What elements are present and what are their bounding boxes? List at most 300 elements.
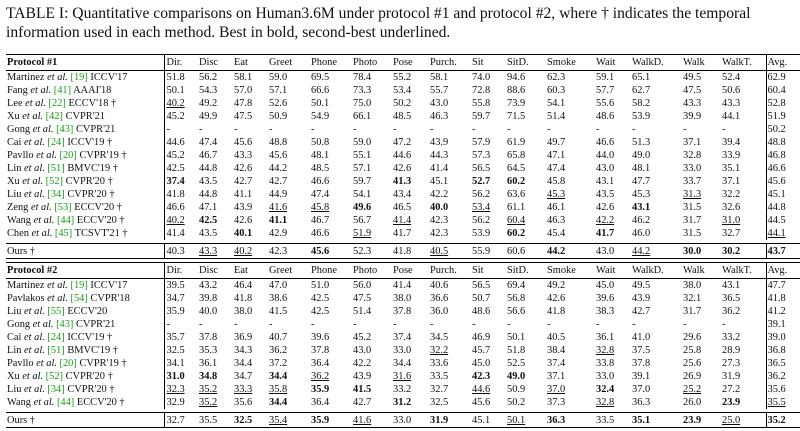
method-row [6,162,800,175]
method-row [6,383,800,396]
table-cell: 50.1 [507,332,526,343]
table-cell: 55.8 [472,98,491,109]
et-al: et al. [32,319,57,330]
method-row [6,175,800,188]
et-al: et al. [24,384,48,395]
table-cell-value: 35.2 [199,384,218,395]
table-cell: 47.5 [683,85,702,96]
table-cell: 69.5 [310,71,352,85]
table-cell: 39.1 [766,318,800,331]
table-cell-value: 41.1 [269,215,288,226]
table-cell-value: 40.0 [430,202,449,213]
table-cell: 47.2 [393,137,412,148]
table-cell: 43.0 [596,163,615,174]
method-row [6,188,800,201]
et-al: et al. [24,189,48,200]
table-cell: 31.5 [683,228,702,239]
protocol-label: Protocol #1 [6,55,164,71]
table-cell: 46.6 [596,137,615,148]
table-cell: 50.9 [507,384,526,395]
column-header: Dir. [164,263,198,279]
table-cell [198,244,233,259]
table-cell: - [430,124,434,135]
column-header: Wait [595,55,631,71]
table-cell: 44.8 [766,201,800,214]
table-cell-value: 44.1 [767,228,786,239]
table-cell: 47.1 [547,150,566,161]
table-cell: 46.3 [430,111,449,122]
table-cell: 48.1 [632,163,651,174]
table-cell: - [353,124,357,135]
table-cell: 69.4 [506,279,546,293]
table-cell: 43.0 [353,345,372,356]
citation-ref: [52] [45,176,63,187]
citation-ref: [24] [47,137,65,148]
table-cell: 36.1 [596,332,615,343]
table-cell: 43.4 [393,189,412,200]
method-row [6,201,800,214]
et-al: et al. [33,215,57,226]
table-cell [721,214,766,227]
table-cell: 50.9 [269,111,288,122]
citation-ref: [51] [47,163,65,174]
ours-row [6,413,800,428]
table-cell: - [269,124,273,135]
table-cell: 53.4 [393,85,412,96]
table-cell: 50.2 [507,397,526,408]
table-cell: 45.6 [234,137,253,148]
table-cell: 37.5 [632,345,651,356]
table-cell: 48.6 [596,111,615,122]
method-name: Cai et al. [24] ICCV'19 † [7,137,113,148]
table-cell-value: 40.1 [234,228,253,239]
table-cell: 64.5 [507,163,526,174]
citation-ref: [43] [56,124,74,135]
method-name: Lin et al. [51] BMVC'19 † [7,345,118,356]
table-cell: 50.1 [164,84,198,97]
table-cell: 42.6 [547,293,566,304]
table-cell: 33.5 [430,371,449,382]
table-cell: 48.6 [472,306,491,317]
table-cell: 31.7 [683,215,702,226]
protocol-label: Protocol #2 [6,263,164,279]
table-cell [546,413,595,428]
table-cell: 39.0 [766,331,800,344]
table-cell: 33.2 [722,332,741,343]
table-cell [595,214,631,227]
table-cell-value: 32.8 [596,397,615,408]
table-cell: 58.1 [429,71,471,85]
table-cell: 36.0 [430,306,449,317]
table-cell-value: 45.6 [311,245,330,257]
table-cell: - [507,124,511,135]
table-cell: 60.4 [766,84,800,97]
table-cell-value: 60.2 [507,228,526,239]
table-cell [429,344,471,357]
table-cell: 72.8 [472,85,491,96]
table-cell: 45.2 [164,110,198,123]
column-header: Dir. [164,55,198,71]
table-cell: 38.6 [269,293,288,304]
method-name: Liu et al. [34] CVPR'20 † [7,189,115,200]
table-cell: 37.0 [632,384,651,395]
table-cell [352,413,392,428]
method-row [6,305,800,318]
table-cell: 52.8 [766,97,800,110]
table-cell: 52.4 [721,71,766,85]
table-cell: 38.0 [393,293,412,304]
table-cell-value: 43.3 [199,245,218,257]
table-cell: 44.6 [393,150,412,161]
table-cell-value: 35.2 [199,397,218,408]
table-cell: - [234,319,238,330]
table-cell: 27.2 [722,384,741,395]
table-cell: 58.2 [632,98,651,109]
et-al: et al. [24,137,48,148]
table-cell [310,201,352,214]
citation-ref: [41] [53,85,72,96]
table-cell: 46.6 [311,228,330,239]
citation-ref: [34] [47,384,65,395]
table-cell-value: 35.4 [269,414,288,426]
table-cell: - [311,319,315,330]
table-cell: 56.6 [507,306,526,317]
citation-ref: [34] [47,189,65,200]
table-cell: 43.3 [722,98,741,109]
table-cell [682,413,721,428]
table-cell [392,396,429,409]
table-cell: 56.2 [198,71,233,85]
method-name: Pavllo et al. [20] CVPR'19 † [7,358,127,369]
method-row [6,227,800,240]
table-cell: 49.0 [632,150,651,161]
table-cell: 44.8 [199,189,218,200]
table-cell: 47.7 [766,279,800,293]
table-cell-value: 42.2 [596,215,615,226]
table-cell: 40.3 [164,244,198,259]
table-cell: 51.3 [632,137,651,148]
table-cell-value: 40.2 [166,215,185,226]
method-row [6,84,800,97]
table-cell: 54.1 [547,98,566,109]
table-cell: 26.0 [683,397,702,408]
table-cell: 47.4 [311,189,330,200]
column-header: Smoke [546,263,595,279]
table-cell: 55.2 [392,71,429,85]
table-cell: 42.3 [430,215,449,226]
citation-ref: [51] [47,345,65,356]
table-cell: 44.6 [164,136,198,149]
table-cell: 46.6 [311,176,330,187]
table-cell: 42.2 [430,189,449,200]
table-cell: 48.5 [393,111,412,122]
table-cell: 25.6 [683,358,702,369]
table-cell [506,370,546,383]
table-cell: 37.4 [547,358,566,369]
table-cell: 36.5 [722,293,741,304]
table-cell-value: 40.2 [234,245,253,257]
table-cell: 36.5 [766,357,800,370]
method-name: Martinez et al. [19] ICCV'17 [6,71,164,85]
table-cell: 41.8 [392,244,429,259]
table-cell-value: 31.2 [393,397,412,408]
table-cell: 45.1 [471,413,506,428]
table-cell: - [353,319,357,330]
table-cell: 36.3 [632,397,651,408]
column-header: Purch. [429,55,471,71]
table-cell [506,413,546,428]
table-cell: - [199,124,203,135]
table-cell: 42.6 [596,202,615,213]
table-cell: 36.8 [766,344,800,357]
table-cell: 45.1 [766,188,800,201]
method-row [6,136,800,149]
table-cell: 60.6 [506,244,546,259]
table-cell: 32.7 [722,228,741,239]
table-cell: 51.4 [547,111,566,122]
table-cell: 78.4 [352,71,392,85]
table-cell [506,227,546,240]
table-cell [310,383,352,396]
table-cell [471,175,506,188]
et-al: et al. [30,85,54,96]
citation-ref: [44] [56,397,75,408]
table-cell: 55.7 [430,85,449,96]
table-cell [631,201,682,214]
table-cell: 46.5 [393,202,412,213]
table-cell: 47.1 [199,202,218,213]
table-cell: 45.4 [547,228,566,239]
table-cell: 27.3 [722,358,741,369]
table-cell: 54.3 [199,85,218,96]
column-header: Pose [392,263,429,279]
table-cell: 35.6 [766,383,800,396]
table-cell-value: 32.5 [234,414,253,426]
results-table [6,54,800,428]
table-cell: - [596,124,600,135]
table-cell: 34.5 [430,332,449,343]
table-cell: 59.0 [268,71,310,85]
table-cell: 47.4 [199,137,218,148]
table-cell: 37.1 [683,137,702,148]
table-cell: 33.9 [722,150,741,161]
table-cell [546,244,595,259]
column-header: Walk [682,263,721,279]
table-cell: 36.2 [722,306,741,317]
method-name: Cai et al. [24] ICCV'19 † [7,332,113,343]
table-cell: 50.6 [722,85,741,96]
column-header: Avg. [766,263,800,279]
table-cell: 56.2 [472,215,491,226]
table-cell: - [393,124,397,135]
table-cell: 51.9 [766,110,800,123]
method-name: Wang et al. [44] ECCV'20 † [7,397,125,408]
et-al: et al. [36,150,60,161]
table-cell: 31.5 [683,202,702,213]
table-cell: 46.8 [766,149,800,162]
protocol-header-row [6,55,800,71]
protocol-header-row [6,263,800,279]
column-header: WalkD. [631,55,682,71]
method-name: Wang et al. [44] ECCV'20 † [7,215,125,226]
table-cell: 35.9 [164,305,198,318]
table-cell: 37.1 [722,176,741,187]
table-cell: 42.5 [311,306,330,317]
table-cell: 34.3 [234,345,253,356]
column-header: WalkT. [721,263,766,279]
table-cell-value: 43.7 [767,245,786,257]
table-cell: 57.9 [472,137,491,148]
table-cell: 56.5 [471,279,506,293]
table-cell: 34.1 [164,357,198,370]
table-cell-value: 23.9 [722,397,741,408]
table-cell: 47.8 [234,98,253,109]
table-cell: 35.5 [198,413,233,428]
table-cell: 55.9 [471,244,506,259]
table-cell: - [311,124,315,135]
citation-ref: [22] [48,98,66,109]
table-cell: 49.9 [199,111,218,122]
table-cell: - [547,319,551,330]
table-cell: 34.4 [393,358,412,369]
table-cell: 50.2 [393,98,412,109]
table-cell: 32.2 [722,189,741,200]
table-cell-value: 43.1 [632,202,651,213]
table-cell: 45.6 [269,150,288,161]
table-cell: 40.5 [547,332,566,343]
table-cell [198,396,233,409]
citation-ref: [55] [47,306,65,317]
table-cell: 57.3 [472,150,491,161]
table-cell: 56.8 [507,293,526,304]
table-cell: - [547,124,551,135]
table-cell: 44.2 [269,163,288,174]
table-cell: 33.5 [595,413,631,428]
table-cell: 32.6 [722,202,741,213]
table-cell: 45.2 [353,332,372,343]
table-cell: 73.3 [353,85,372,96]
table-cell: 44.3 [430,150,449,161]
table-cell-value: 35.1 [632,414,651,426]
table-cell-value: 33.3 [234,384,253,395]
table-cell: 26.9 [683,371,702,382]
table-cell: 46.6 [164,201,198,214]
table-cell: 62.3 [546,71,595,85]
table-cell: - [269,319,273,330]
table-cell: 36.4 [311,397,330,408]
table-cell: 42.6 [234,163,253,174]
table-cell: 52.6 [269,98,288,109]
et-al: et al. [47,72,71,83]
table-cell: 55.6 [596,98,615,109]
table-cell-value: 44.6 [472,384,491,395]
table-cell: 50.1 [311,98,330,109]
table-cell: 44.1 [722,111,741,122]
table-cell-value: 49.0 [507,371,526,382]
table-cell: 41.4 [164,227,198,240]
column-header: Pose [392,55,429,71]
table-cell: 33.8 [596,358,615,369]
table-cell: 57.7 [596,85,615,96]
method-name: Pavlakos et al. [54] CVPR'18 [7,293,130,304]
table-cell: 63.6 [507,189,526,200]
table-cell: 45.3 [632,189,651,200]
et-al: et al. [36,358,60,369]
column-header: Phone [310,55,352,71]
table-cell: 54.1 [353,189,372,200]
column-header: Smoke [546,55,595,71]
column-header: Avg. [766,55,800,71]
table-cell: 61.1 [507,202,526,213]
citation-ref: [52] [45,371,63,382]
column-header: Eat [233,55,268,71]
table-cell: 46.4 [233,279,268,293]
table-cell: 43.5 [199,228,218,239]
table-cell: 74.0 [471,71,506,85]
et-al: et al. [22,371,46,382]
table-cell-value: 31.3 [683,189,702,200]
table-cell: 57.0 [234,85,253,96]
table-cell: 32.7 [164,413,198,428]
method-row [6,123,800,136]
table-cell: 39.6 [311,332,330,343]
table-cell-value: 34.8 [199,371,218,382]
table-cell: 46.7 [311,215,330,226]
method-row [6,110,800,123]
table-cell: 31.9 [722,371,741,382]
table-cell: 41.2 [766,305,800,318]
table-cell: 39.6 [596,293,615,304]
table-cell: 62.7 [632,85,651,96]
table-cell: - [472,319,476,330]
table-cell: - [164,123,198,136]
table-cell: 44.5 [766,214,800,227]
method-name: Liu et al. [34] CVPR'20 † [7,384,115,395]
table-cell: 25.8 [683,345,702,356]
table-cell: 53.9 [472,228,491,239]
table-cell: 50.7 [472,293,491,304]
table-cell-value: 50.1 [507,414,526,426]
et-al: et al. [47,280,71,291]
table-cell: 46.6 [766,162,800,175]
table-cell: 32.7 [430,384,449,395]
table-cell: 33.0 [393,345,412,356]
table-cell-value: 53.4 [472,202,491,213]
table-cell: 45.1 [430,176,449,187]
table-cell [392,175,429,188]
table-cell [164,370,198,383]
method-row [6,279,800,293]
table-cell: 75.0 [353,98,372,109]
column-header: Walk [682,55,721,71]
table-cell: 48.1 [311,150,330,161]
column-header: Phone [310,263,352,279]
table-cell: 43.2 [198,279,233,293]
table-cell [268,383,310,396]
table-cell: 50.8 [311,137,330,148]
table-cell: 37.4 [393,332,412,343]
method-name: Zeng et al. [53] ECCV'20 † [7,202,123,213]
table-cell [721,244,766,259]
method-row [6,292,800,305]
citation-ref: [24] [47,332,65,343]
table-cell: 36.6 [430,293,449,304]
method-name: Liu et al. [55] ECCV'20 [7,306,108,317]
table-cell: - [596,319,600,330]
table-cell: 45.6 [766,175,800,188]
table-cell: 38.0 [234,306,253,317]
table-cell-value: 41.6 [269,202,288,213]
